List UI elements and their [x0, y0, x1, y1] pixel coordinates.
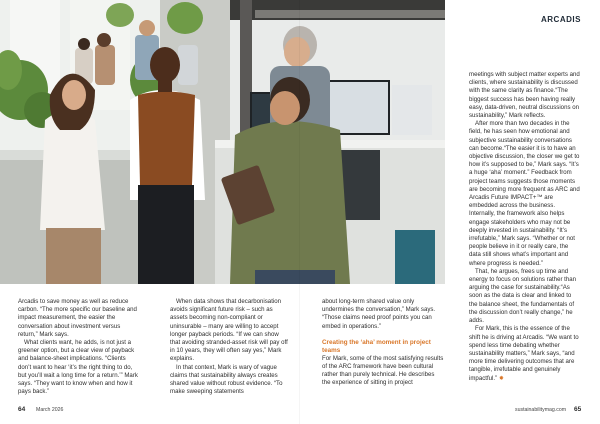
paragraph — [469, 325, 581, 382]
page-gutter — [299, 0, 300, 424]
issue-date: March 2026 — [36, 407, 64, 413]
text-column-4 — [469, 71, 581, 383]
paragraph: That, he argues, frees up time and energy to focus on solutions rather than arguing the case for sustainability.“As soon as the data is clear and linked to the balance sheet, the fundamentals of the discussion don’t really change,” he adds. — [469, 267, 577, 325]
page-number-right: 65 — [574, 406, 582, 413]
text-column-3 — [322, 298, 444, 388]
end-mark-icon: ✸ — [498, 374, 504, 382]
text-column-1 — [18, 298, 138, 396]
section-subhead: Creating the ‘aha’ moment in project teams — [322, 338, 431, 354]
paragraph: about long-term shared value only undermines the conversation,” Mark says. “Those claims need proof points you can embed in operations.” — [322, 298, 436, 330]
website-url: sustainabilitymag.com — [515, 407, 567, 413]
photo-illustration — [0, 0, 447, 284]
paragraph: Arcadis to save money as well as reduce carbon. “The more specific our baseline and impact measurement, the easier the conversation about investment versus return,” Mark says. — [18, 298, 137, 338]
paragraph: For Mark, some of the most satisfying results of the ARC framework have been cultural rather than purely technical. He describes the experience of sitting in project — [322, 354, 444, 387]
paragraph: What clients want, he adds, is not just a greener option, but a clear view of payback and balance-sheet implications. “Clients don’t want to hear ‘it’s the right thing to do, but you’ll wait a long time for a return.’” Mark says. “They want to know when and how it pays back.” — [18, 339, 138, 396]
paragraph: In that context, Mark is wary of vague claims that sustainability always creates shared value without robust evidence. “To make sweeping statements — [170, 363, 283, 396]
brand-label: ARCADIS — [541, 15, 581, 24]
page-number-left: 64 — [18, 406, 26, 413]
paragraph: meetings with subject matter experts and clients, where sustainability is discussed with the same clarity as finance.“The biggest success has been having really easy, data-driven, neutral discussions on sustainability,” Mark reflects. — [469, 71, 580, 120]
paragraph: After more than two decades in the field, he has seen how emotional and subjective sustainability conversations can become.“The easier it is to have an objective discussion, the closer we get to how it’s supposed to be,” Mark says. “It’s a huge ‘aha’ moment.” Feedback from project teams suggests those moments are becoming more frequent as ARC and Arcadis Future IMPACT+™ are embedded across the business. Internally, the framework also helps engage stakeholders who may not be deeply invested in sustainability. “It’s irrefutable,” Mark says. “Whether or not people believe in it or really care, the data still shows what’s important and where progress is needed.” — [469, 120, 580, 267]
paragraph: When data shows that decarbonisation avoids significant future risk – such as assets becoming non-compliant or uninsurable – many are willing to accept longer payback periods. “If we can show that avoiding stranded-asset risk will pay off in 10 years, they will often say yes,” Mark explains. — [170, 298, 288, 363]
office-meeting-photo — [0, 0, 447, 284]
text-column-2 — [170, 298, 290, 396]
closing-paragraph-text: For Mark, this is the essence of the shift he is driving at Arcadis. “We want to spend less time debating whether sustainability matters,” Mark says, “and more time delivering outcomes that are tangible, irrefutable and genuinely impactful.” — [469, 325, 579, 382]
